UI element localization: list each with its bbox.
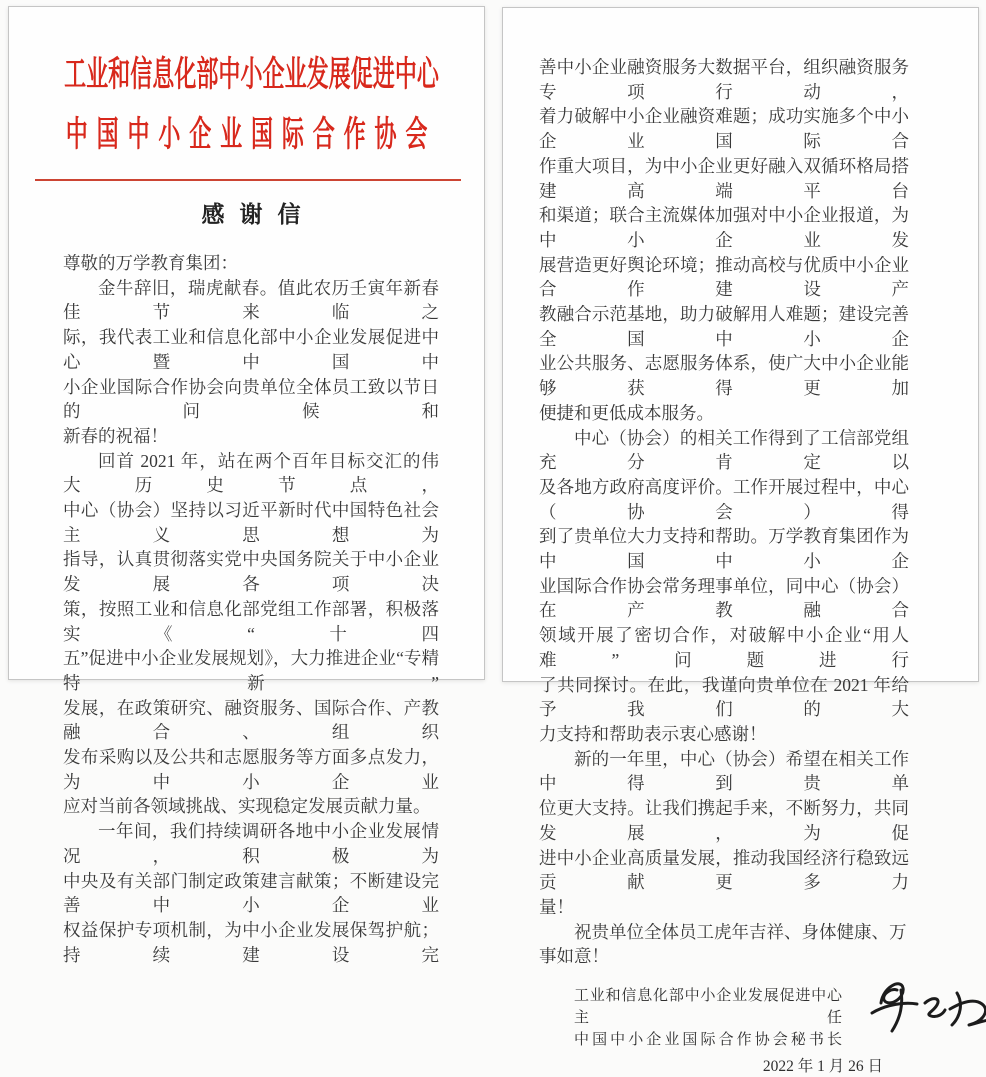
letter-text-line: 指导，认真贯彻落实党中央国务院关于中小企业发展各项决 — [63, 549, 439, 595]
letter-text-line: 权益保护专项机制，为中小企业发展保驾护航；持续建设完 — [63, 919, 439, 965]
letter-text-line: 发布采购以及公共和志愿服务等方面多点发力，为中小企业 — [63, 747, 439, 792]
handwritten-signature — [869, 971, 986, 1049]
letterhead-divider — [35, 179, 461, 181]
letter-text-line: 新的一年里，中心（协会）希望在相关工作中得到贵单 — [539, 748, 909, 794]
letter-text-line: 中心（协会）坚持以习近平新时代中国特色社会主义思想为 — [63, 500, 439, 545]
letter-body-page1 — [63, 251, 439, 967]
letter-page-2 — [502, 7, 979, 1076]
letterhead — [63, 53, 439, 97]
letterhead-org-line1: 工业和信息化部中小企业发展促进中心 — [63, 55, 439, 94]
letter-text-line: 祝贵单位全体员工虎年吉祥、身体健康、万事如意！ — [539, 921, 907, 967]
letter-text-line: 进中小企业高质量发展，推动我国经济行稳致远贡献更多力 — [539, 847, 909, 893]
letter-text-line: 一年间，我们持续调研各地中小企业发展情况，积极为 — [63, 821, 439, 866]
letter-text-line: 着力破解中小企业融资难题；成功实施多个中小企业国际合 — [539, 106, 909, 152]
letter-text-line: 新春的祝福！ — [63, 425, 168, 446]
letter-text-line: 了共同探讨。在此，我谨向贵单位在 2021 年给予我们的大 — [539, 674, 909, 720]
letter-text-line: 教融合示范基地，助力破解用人难题；建设完善全国中小企 — [539, 304, 909, 349]
letter-text-line: 和渠道；联合主流媒体加强对中小企业报道，为中小企业发 — [539, 205, 909, 250]
letter-text-line: 量！ — [539, 896, 574, 917]
letter-text-line: 金牛辞旧，瑞虎献春。值此农历壬寅年新春佳节来临之 — [63, 277, 439, 323]
letter-text-line: 作重大项目，为中小企业更好融入双循环格局搭建高端平台 — [539, 155, 909, 201]
letter-text-line: 五”促进中小企业发展规划》，大力推进企业“专精特新” — [63, 648, 439, 693]
letter-text-line: 业国际合作协会常务理事单位，同中心（协会）在产教融合 — [539, 575, 909, 621]
letter-text-line: 回首 2021 年，站在两个百年目标交汇的伟大历史节点， — [63, 450, 439, 496]
letter-text-line: 发展，在政策研究、融资服务、国际合作、产教融合、组织 — [63, 697, 439, 743]
letter-text-line: 际，我代表工业和信息化部中小企业发展促进中心暨中国中 — [63, 327, 439, 372]
letter-text-line: 中心（协会）的相关工作得到了工信部党组充分肯定以 — [539, 427, 909, 473]
letterhead-org-line2: 中国中小企业国际合作协会 — [65, 115, 437, 154]
signoff-title-line2: 中国中小企业国际合作协会秘书长 — [574, 1032, 842, 1049]
letter-text-line: 尊敬的万学教育集团： — [63, 253, 238, 273]
letter-text-line: 领域开展了密切合作，对破解中小企业“用人难”问题进行 — [539, 625, 909, 670]
letter-text-line: 中央及有关部门制定政策建言献策；不断建设完善中小企业 — [63, 870, 439, 916]
signature-block — [539, 985, 909, 1077]
letter-text-line: 到了贵单位大力支持和帮助。万学教育集团作为中国中小企 — [539, 526, 909, 572]
letter-text-line: 应对当前各领域挑战、实现稳定发展贡献力量。 — [63, 796, 431, 817]
letter-text-line: 便捷和更低成本服务。 — [539, 402, 714, 423]
letter-title: 感谢信 — [201, 202, 316, 227]
letter-text-line: 力支持和帮助表示衷心感谢！ — [539, 723, 767, 744]
letter-text-line: 及各地方政府高度评价。工作开展过程中，中心（协会）得 — [539, 476, 909, 522]
signature-date: 2022 年 1 月 26 日 — [762, 1058, 883, 1076]
letter-text-line: 展营造更好舆论环境；推动高校与优质中小企业合作建设产 — [539, 254, 909, 300]
letter-text-line: 小企业国际合作协会向贵单位全体员工致以节日的问候和 — [63, 376, 439, 422]
letter-body-page2 — [539, 55, 909, 969]
letter-text-line: 策，按照工业和信息化部党组工作部署，积极落实《“十四 — [63, 598, 439, 644]
letter-text-line: 位更大支持。让我们携起手来，不断努力，共同发展，为促 — [539, 798, 909, 843]
letter-text-line: 善中小企业融资服务大数据平台，组织融资服务专项行动， — [539, 57, 909, 102]
letter-page-1 — [8, 6, 485, 965]
letter-text-line: 业公共服务、志愿服务体系，使广大中小企业能够获得更加 — [539, 353, 909, 399]
signoff-title-line1: 工业和信息化部中小企业发展促进中心主任 — [574, 988, 842, 1027]
